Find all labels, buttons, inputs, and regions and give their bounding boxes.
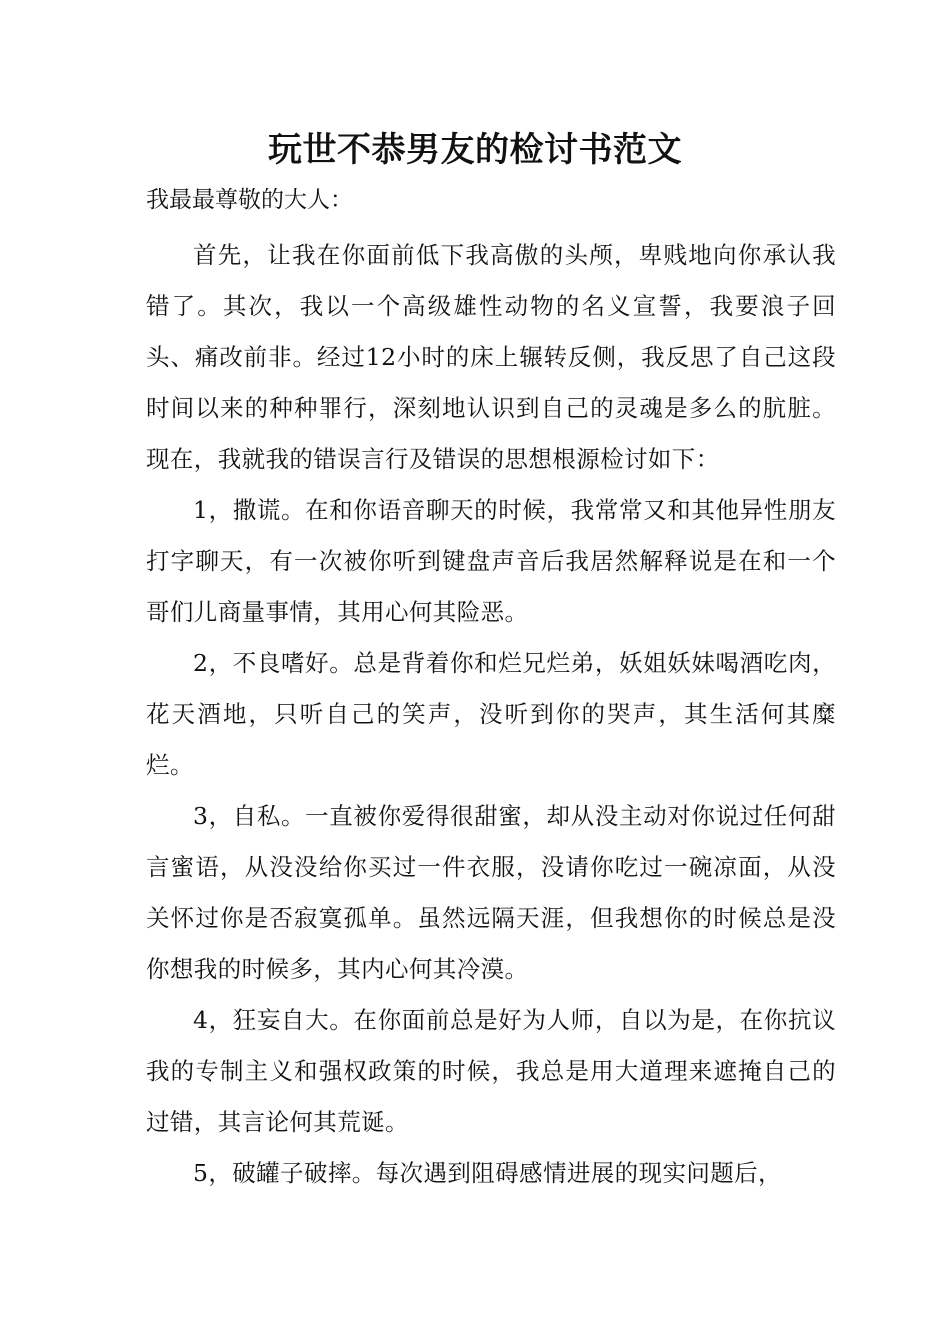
salutation: 我最最尊敬的大人： <box>146 187 353 213</box>
paragraph-intro: 首先，让我在你面前低下我高傲的头颅，卑贱地向你承认我错了。其次，我以一个高级雄性动物的名义宣誓，我要浪子回头、痛改前非。经过12小时的床上辗转反侧，我反思了自己这段时间以来的种种罪行，深刻地认识到自己的灵魂是多么的肮脏。现在，我就我的错误言行及错误的思想根源检讨如下： <box>146 241 836 473</box>
paragraph-item-1: 1，撒谎。在和你语音聊天的时候，我常常又和其他异性朋友打字聊天，有一次被你听到键盘声音后我居然解释说是在和一个哥们儿商量事情，其用心何其险恶。 <box>146 496 836 626</box>
paragraph-item-3: 3，自私。一直被你爱得很甜蜜，却从没主动对你说过任何甜言蜜语，从没没给你买过一件衣服，没请你吃过一碗凉面，从没关怀过你是否寂寞孤单。虽然远隔天涯，但我想你的时候总是没你想我的时候多，其内心何其冷漠。 <box>146 802 836 983</box>
document-body <box>146 230 836 1199</box>
paragraph-item-2: 2，不良嗜好。总是背着你和烂兄烂弟，妖姐妖妹喝酒吃肉，花天酒地，只听自己的笑声，没听到你的哭声，其生活何其糜烂。 <box>146 649 836 779</box>
paragraph-item-5: 5，破罐子破摔。每次遇到阻碍感情进展的现实问题后， <box>193 1159 782 1187</box>
paragraph-item-4: 4，狂妄自大。在你面前总是好为人师，自以为是，在你抗议我的专制主义和强权政策的时候，我总是用大道理来遮掩自己的过错，其言论何其荒诞。 <box>146 1006 836 1136</box>
document-title: 玩世不恭男友的检讨书范文 <box>268 130 682 170</box>
